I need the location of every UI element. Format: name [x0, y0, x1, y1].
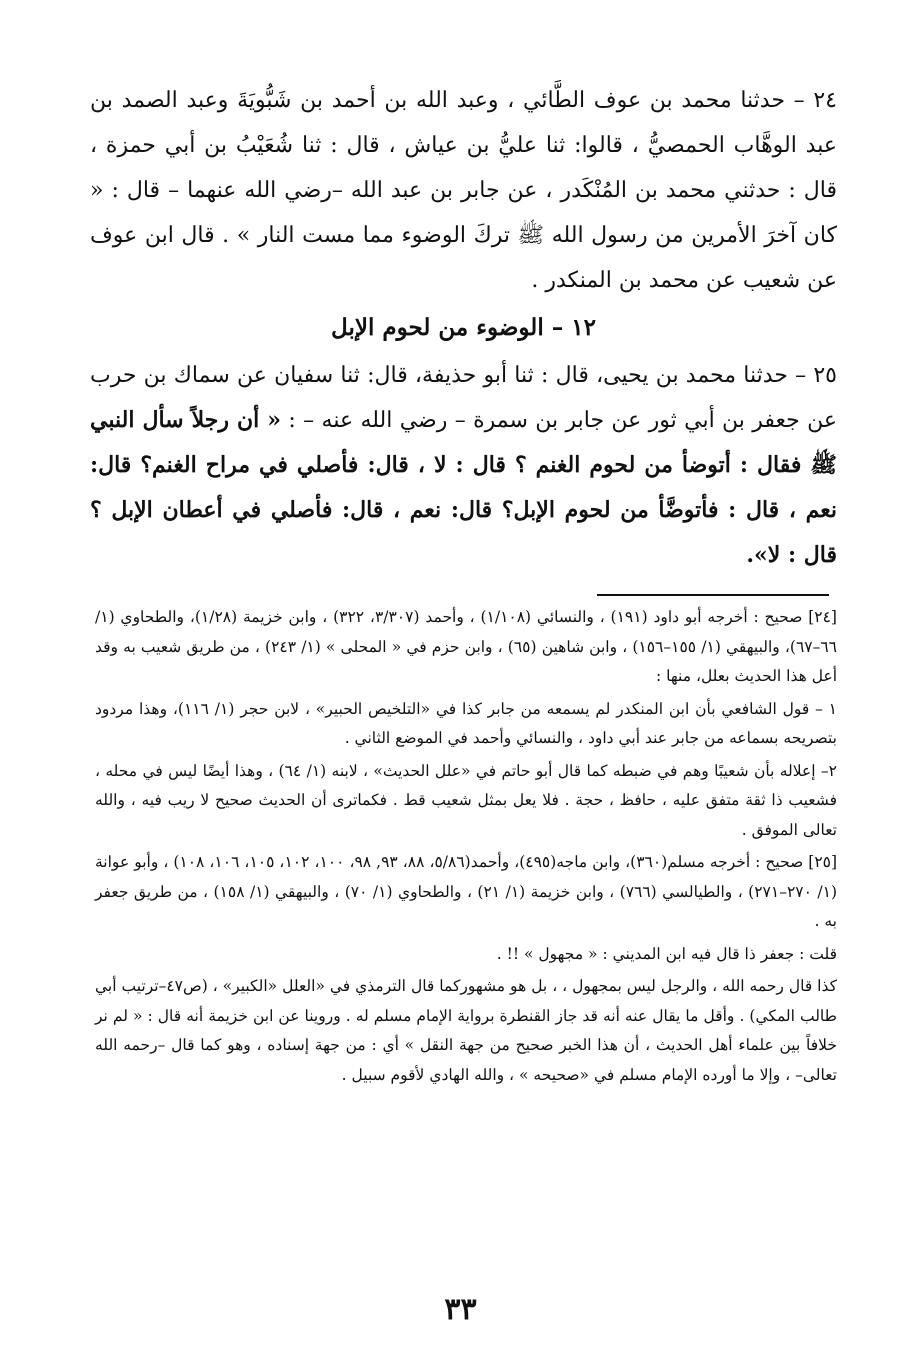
hadith-24: ٢٤ – حدثنا محمد بن عوف الطَّائي ، وعبد الله بن أحمد بن شَبُّويَةَ وعبد الصمد بن عبد الوهَّاب الحمصيُّ ، قالوا: ثنا عليُّ بن عياش ، قال : ثنا شُعَيْبُ بن أبي حمزة ، قال : حدثني محمد بن المُنْكَدر ، عن جابر بن عبد الله –رضي الله عنهما – قال : « كان آخرَ الأمرين من رسول الله ﷺ تركَ الوضوء مما مست النار » . قال ابن عوف عن شعيب عن محمد بن المنكدر . — [90, 88, 837, 293]
footnote-separator — [597, 594, 829, 596]
footnote-24-intro: [٢٤] صحيح : أخرجه أبو داود (١٩١) ، والنسائي (١/١٠٨) ، وأحمد (٣/٣٠٧، ٣٢٢) ، وابن خزيمة (١/٢٨)، والطحاوي (١/ ٦٦–٦٧)، والبيهقي (١/ ١٥٥–١٥٦) ، وابن شاهين (٦٥) ، وابن حزم في « المحلى » (١/ ٢٤٣) ، من طريق شعيب به وقد أعل هذا الحديث بعلل، منها : — [95, 608, 838, 685]
hadith-25-isnad: ٢٥ – حدثنا محمد بن يحيى، قال : ثنا أبو حذيفة، قال: ثنا سفيان عن سماك بن حرب عن جعفر بن أبي ثور عن جابر بن سمرة – رضي الله عنه – : — [90, 363, 837, 433]
hadith-25-matn: « أن رجلاً سأل النبي ﷺ فقال : أتوضأ من لحوم الغنم ؟ قال : لا ، قال: فأصلي في مراح الغنم؟ قال: نعم ، قال : فأتوضَّأ من لحوم الإبل؟ قال: نعم ، قال: فأصلي في أعطان الإبل ؟ قال : لا». — [90, 407, 837, 568]
footnote-25-qultu: قلت : جعفر ذا قال فيه ابن المديني : « مجهول » !! . — [496, 944, 837, 963]
main-text — [90, 78, 837, 578]
footnote-24-point-2: ٢– إعلاله بأن شعيبًا وهم في ضبطه كما قال أبو حاتم في «علل الحديث» ، لابنه (١/ ٦٤) ، وهذا أيضًا ليس في محله ، فشعيب ذا ثقة متفق عليه ، حافظ ، حجة . فلا يعل بمثل شعيب قط . فكماترى أن الحديث صحيح لا ريب فيه ، والله تعالى الموفق . — [95, 761, 837, 839]
section-heading: ١٢ – الوضوء من لحوم الإبل — [331, 314, 596, 341]
hadith-25 — [90, 353, 837, 578]
footnote-25-intro: [٢٥] صحيح : أخرجه مسلم(٣٦٠)، وابن ماجه(٤٩٥)، وأحمد(٥/٨٦، ٨٨، ٩٣, ٩٨، ١٠٠، ١٠٢، ١٠٥، ١٠٦، ١٠٨) ، وأبو عوانة (١/ ٢٧٠–٢٧١) ، والطيالسي (٧٦٦) ، وابن خزيمة (١/ ٢١) ، والطحاوي (١/ ٧٠) ، والبيهقي (١/ ١٥٨) ، من طريق جعفر به . — [95, 853, 838, 930]
footnote-25-conclusion: كذا قال رحمه الله ، والرجل ليس بمجهول ، ، بل هو مشهوركما قال الترمذي في «العلل «الكبير» ، (ص٤٧–ترتيب أبي طالب المكي) . وأقل ما يقال عنه أنه قد جاز القنطرة برواية الإمام مسلم له . وروينا عن ابن خزيمة أنه قال : « لم نر خلافاً بين علماء أهل الحديث ، أن هذا الخبر صحيح من جهة النقل » أي : من جهة إسناده ، وهو كما قال –رحمه الله تعالى– ، وإلا ما أورده الإمام مسلم في «صحيحه » ، والله الهادي لأقوم سبيل . — [95, 977, 837, 1084]
page-number: ٣٣ — [444, 1292, 477, 1327]
footnote-24-point-1: ١ – قول الشافعي بأن ابن المنكدر لم يسمعه من جابر كذا في «التلخيص الحبير» ، لابن حجر (١/ ١١٦)، وهذا مردود بتصريحه بسماعه من جابر عند أبي داود ، والنسائي وأحمد في الموضع الثاني . — [95, 699, 837, 747]
footnotes — [95, 603, 837, 1093]
